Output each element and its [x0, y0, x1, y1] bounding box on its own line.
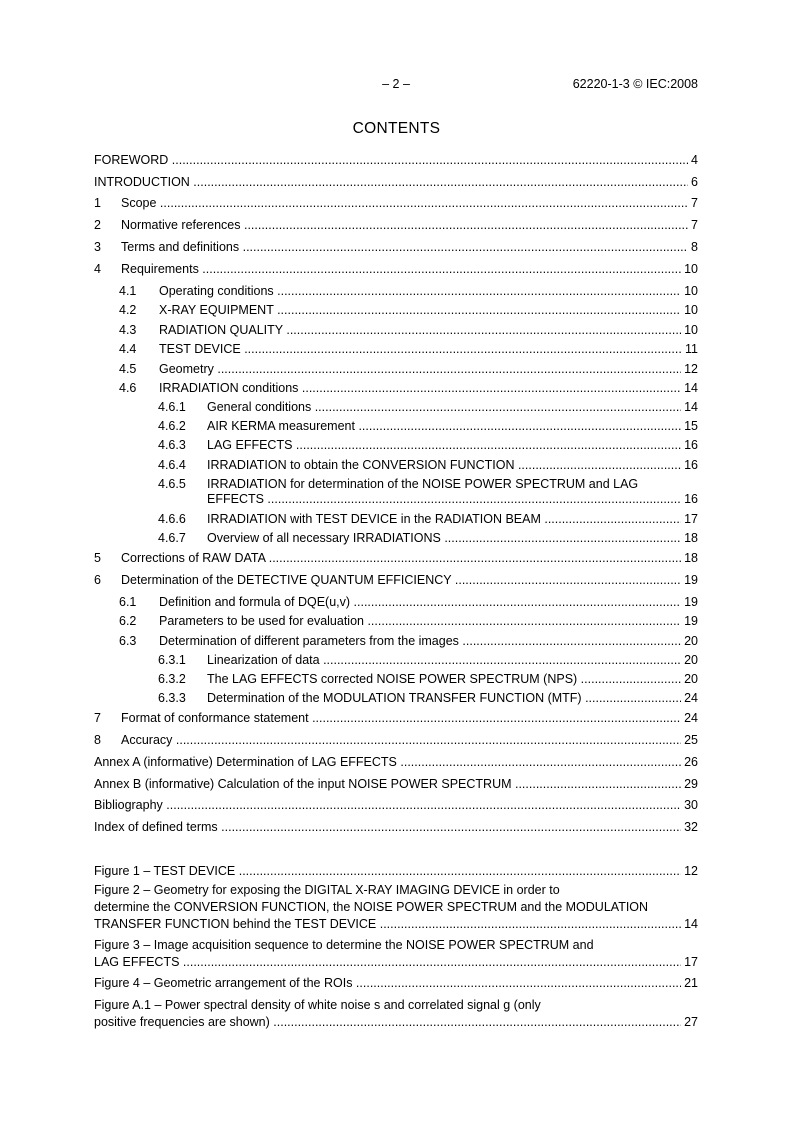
toc-entry[interactable]: [94, 303, 698, 318]
toc-entry-page: 17: [684, 512, 698, 526]
toc-entry-number: 4.6.6: [158, 512, 186, 526]
toc-entry-page: 19: [684, 614, 698, 628]
figure-entry[interactable]: [94, 976, 698, 991]
toc-entry[interactable]: [94, 672, 698, 687]
toc-entry-page: 11: [685, 342, 698, 356]
figure-entry-title-line: positive frequencies are shown) .....: [94, 1015, 681, 1030]
toc-entry-page: 7: [691, 218, 698, 232]
toc-entry-title: Parameters to be used for evaluation .....: [159, 614, 681, 629]
toc-entry-number: 6.3.2: [158, 672, 186, 686]
toc-entry-page: 14: [684, 381, 698, 395]
figure-entry[interactable]: [94, 883, 698, 931]
toc-entry-title: Normative references .....: [121, 218, 688, 233]
toc-entry-title: Annex A (informative) Determination of LAG EFFECTS .....: [94, 755, 681, 770]
figure-entry-title-line: determine the CONVERSION FUNCTION, the NOISE POWER SPECTRUM and the MODULATION: [94, 900, 649, 914]
toc-entry[interactable]: [94, 691, 698, 706]
toc-entry[interactable]: [94, 438, 698, 453]
toc-entry-page: 7: [691, 196, 698, 210]
figure-entry-title: Figure 1 – TEST DEVICE .....: [94, 864, 681, 879]
page-header: [94, 77, 698, 93]
toc-entry-number: 1: [94, 196, 101, 210]
toc-entry-title: TEST DEVICE .....: [159, 342, 682, 357]
toc-entry-title: Definition and formula of DQE(u,v) .....: [159, 595, 681, 610]
figure-entry-title: Figure 4 – Geometric arrangement of the ROIs .....: [94, 976, 681, 991]
toc-entry-page: 10: [684, 323, 698, 337]
toc-entry-page: 10: [684, 303, 698, 317]
toc-entry-number: 7: [94, 711, 101, 725]
toc-entry-page: 18: [684, 531, 698, 545]
toc-entry-title: RADIATION QUALITY .....: [159, 323, 681, 338]
toc-entry-number: 5: [94, 551, 101, 565]
toc-entry-number: 6.2: [119, 614, 137, 628]
toc-entry-title: Bibliography .....: [94, 798, 681, 813]
toc-entry-title: Terms and definitions .....: [121, 240, 688, 255]
toc-entry-page: 16: [684, 438, 698, 452]
toc-entry-number: 4.3: [119, 323, 137, 337]
toc-entry[interactable]: [94, 400, 698, 415]
toc-entry[interactable]: [94, 595, 698, 610]
toc-entry[interactable]: [94, 262, 698, 277]
toc-entry-title-line: IRRADIATION for determination of the NOISE POWER SPECTRUM and LAG: [207, 477, 639, 491]
figure-entry-page: 21: [684, 976, 698, 990]
toc-entry-number: 3: [94, 240, 101, 254]
toc-entry-page: 24: [684, 691, 698, 705]
toc-entry-page: 29: [684, 777, 698, 791]
toc-entry-title: FOREWORD .....: [94, 153, 688, 168]
toc-entry-title: IRRADIATION conditions .....: [159, 381, 681, 396]
toc-entry[interactable]: [94, 362, 698, 377]
toc-entry[interactable]: [94, 711, 698, 726]
toc-entry-title: Annex B (informative) Calculation of the input NOISE POWER SPECTRUM .....: [94, 777, 681, 792]
toc-entry[interactable]: [94, 551, 698, 566]
toc-entry-title-line: EFFECTS .....: [207, 492, 681, 507]
toc-entry[interactable]: [94, 196, 698, 211]
toc-entry[interactable]: [94, 458, 698, 473]
toc-entry-title: Index of defined terms .....: [94, 820, 681, 835]
toc-entry-page: 10: [684, 262, 698, 276]
toc-entry-page: 20: [684, 634, 698, 648]
toc-entry-number: 8: [94, 733, 101, 747]
figure-entry[interactable]: [94, 864, 698, 879]
toc-entry-title: Requirements .....: [121, 262, 681, 277]
toc-entry-number: 4.6.1: [158, 400, 186, 414]
toc-entry-number: 4.6.4: [158, 458, 186, 472]
toc-entry-page: 10: [684, 284, 698, 298]
figure-entry-title-line: LAG EFFECTS .....: [94, 955, 681, 970]
toc-entry-number: 4.6.7: [158, 531, 186, 545]
toc-entry-title: Format of conformance statement .....: [121, 711, 681, 726]
toc-entry-number: 4.4: [119, 342, 137, 356]
toc-entry[interactable]: [94, 342, 698, 357]
toc-entry-page: 19: [684, 595, 698, 609]
figure-entry-page: 14: [684, 917, 698, 931]
toc-entry-number: 4.6.3: [158, 438, 186, 452]
toc-entry[interactable]: [94, 512, 698, 527]
toc-entry-title: Geometry .....: [159, 362, 681, 377]
toc-entry[interactable]: [94, 419, 698, 434]
toc-entry-title: Overview of all necessary IRRADIATIONS .....: [207, 531, 681, 546]
toc-entry-title: AIR KERMA measurement .....: [207, 419, 681, 434]
toc-entry-number: 6.3: [119, 634, 137, 648]
toc-entry-page: 24: [684, 711, 698, 725]
toc-entry[interactable]: [94, 634, 698, 649]
toc-entry-page: 20: [684, 672, 698, 686]
toc-entry[interactable]: [94, 653, 698, 668]
toc-entry-title: The LAG EFFECTS corrected NOISE POWER SPECTRUM (NPS) .....: [207, 672, 681, 687]
contents-title: CONTENTS: [352, 120, 441, 137]
figure-entry-title-line: Figure 2 – Geometry for exposing the DIGITAL X-RAY IMAGING DEVICE in order to: [94, 883, 560, 897]
toc-entry-title: Linearization of data .....: [207, 653, 681, 668]
toc-entry[interactable]: [94, 573, 698, 588]
toc-entry-page: 18: [684, 551, 698, 565]
figure-entry-page: 17: [684, 955, 698, 969]
toc-entry[interactable]: [94, 477, 698, 507]
toc-entry-number: 6: [94, 573, 101, 587]
figure-entry-title-line: Figure A.1 – Power spectral density of white noise s and correlated signal g (only: [94, 998, 541, 1012]
toc-entry-page: 6: [691, 175, 698, 189]
toc-entry-number: 4.6.5: [158, 477, 186, 491]
toc-entry-title: Accuracy .....: [121, 733, 681, 748]
toc-entry-number: 2: [94, 218, 101, 232]
toc-entry-title: IRRADIATION to obtain the CONVERSION FUNCTION .....: [207, 458, 681, 473]
toc-entry[interactable]: [94, 240, 698, 255]
toc-entry-number: 6.3.3: [158, 691, 186, 705]
toc-entry[interactable]: [94, 755, 698, 770]
toc-entry-page: 8: [691, 240, 698, 254]
toc-entry[interactable]: [94, 614, 698, 629]
toc-entry-title: Operating conditions .....: [159, 284, 681, 299]
toc-entry[interactable]: [94, 798, 698, 813]
toc-entry-title: Determination of the DETECTIVE QUANTUM EFFICIENCY .....: [121, 573, 681, 588]
toc-entry-page: 32: [684, 820, 698, 834]
toc-entry-page: 19: [684, 573, 698, 587]
figure-entry-title-line: Figure 3 – Image acquisition sequence to determine the NOISE POWER SPECTRUM and: [94, 938, 594, 952]
figure-entry-page: 27: [684, 1015, 698, 1029]
toc-entry-page: 16: [684, 458, 698, 472]
toc-entry-page: 25: [684, 733, 698, 747]
toc-entry-title: Corrections of RAW DATA .....: [121, 551, 681, 566]
toc-entry[interactable]: [94, 777, 698, 792]
toc-entry-number: 4.6.2: [158, 419, 186, 433]
figure-entry-page: 12: [684, 864, 698, 878]
figure-entry[interactable]: [94, 998, 698, 1030]
toc-entry[interactable]: [94, 733, 698, 748]
toc-entry-title: LAG EFFECTS .....: [207, 438, 681, 453]
toc-entry-title: Determination of different parameters from the images .....: [159, 634, 681, 649]
toc-entry[interactable]: [94, 381, 698, 396]
toc-entry-page: 26: [684, 755, 698, 769]
toc-entry[interactable]: [94, 153, 698, 168]
toc-entry-title: General conditions .....: [207, 400, 681, 415]
toc-entry-number: 6.1: [119, 595, 137, 609]
toc-entry[interactable]: [94, 820, 698, 835]
toc-entry-number: 4.6: [119, 381, 137, 395]
toc-entry-page: 30: [684, 798, 698, 812]
toc-entry-page: 20: [684, 653, 698, 667]
toc-entry-title: Determination of the MODULATION TRANSFER FUNCTION (MTF) .....: [207, 691, 681, 706]
toc-entry[interactable]: [94, 531, 698, 546]
toc-entry-page: 16: [684, 492, 698, 506]
toc-entry-page: 4: [691, 153, 698, 167]
toc-entry-title: INTRODUCTION .....: [94, 175, 688, 190]
toc-entry[interactable]: [94, 218, 698, 233]
toc-entry-title: IRRADIATION with TEST DEVICE in the RADIATION BEAM .....: [207, 512, 681, 527]
document-reference: 62220-1-3 © IEC:2008: [572, 77, 698, 91]
figure-entry-title-line: TRANSFER FUNCTION behind the TEST DEVICE .....: [94, 917, 681, 932]
toc-entry[interactable]: [94, 284, 698, 299]
page-number: – 2 –: [382, 77, 410, 91]
toc-entry-title: [207, 477, 698, 507]
toc-entry[interactable]: [94, 175, 698, 190]
toc-entry-title: Scope .....: [121, 196, 688, 211]
toc-entry-number: 6.3.1: [158, 653, 186, 667]
toc-entry-page: 15: [684, 419, 698, 433]
toc-entry-number: 4.2: [119, 303, 137, 317]
toc-entry-page: 12: [684, 362, 698, 376]
toc-entry-page: 14: [684, 400, 698, 414]
toc-entry-number: 4.5: [119, 362, 137, 376]
toc-entry-number: 4: [94, 262, 101, 276]
toc-entry[interactable]: [94, 323, 698, 338]
toc-entry-title: X-RAY EQUIPMENT .....: [159, 303, 681, 318]
figure-entry[interactable]: [94, 938, 698, 970]
toc-entry-number: 4.1: [119, 284, 137, 298]
